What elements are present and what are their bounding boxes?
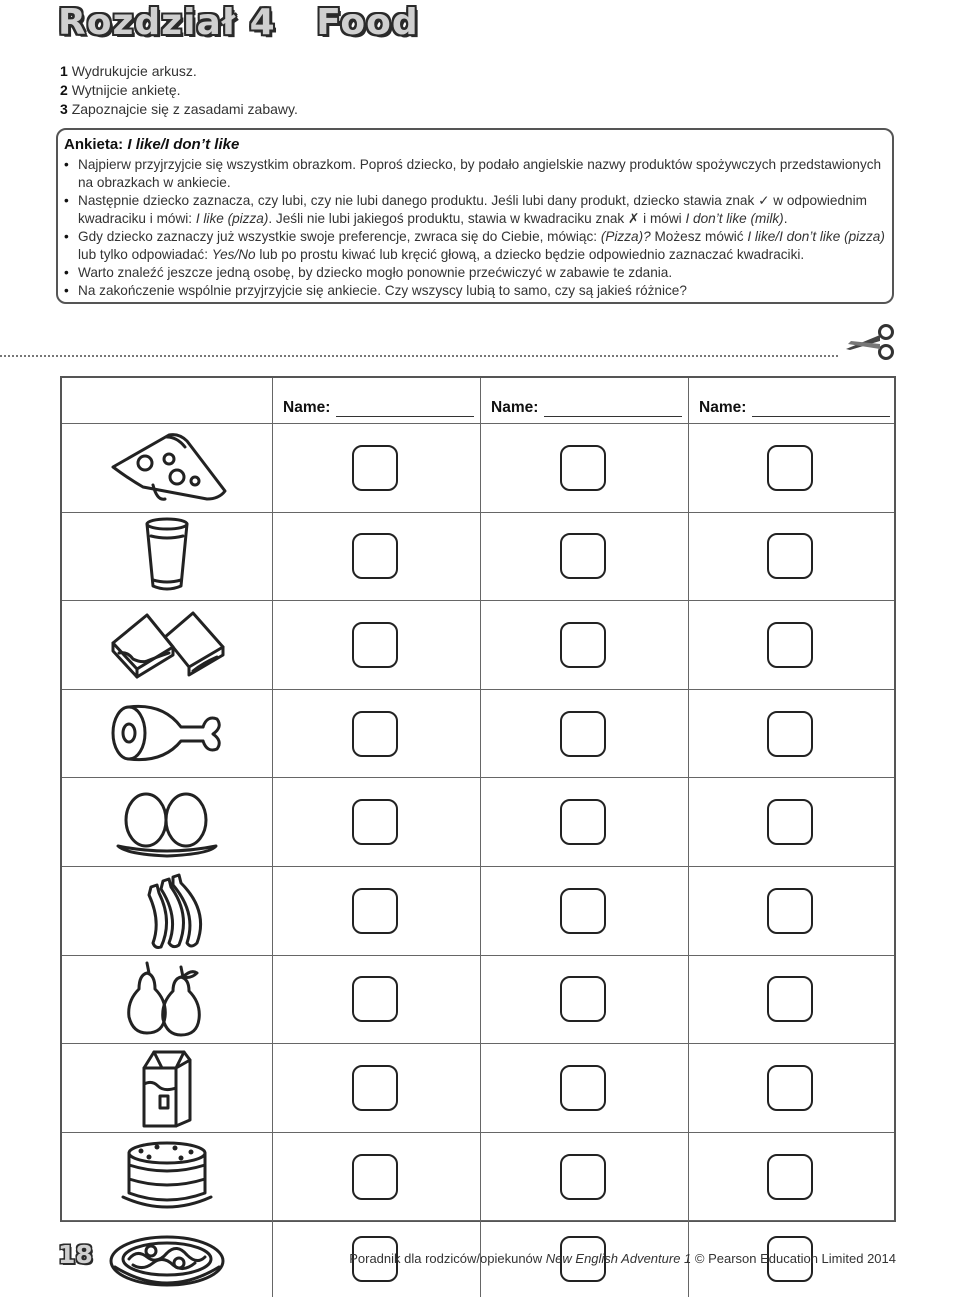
name-label: Name:: [283, 399, 331, 416]
name-write-line[interactable]: [544, 402, 682, 417]
pizza-slice-icon: [107, 429, 227, 507]
food-image-cell: [62, 690, 273, 779]
bananas-icon: [117, 871, 217, 951]
eggs-icon: [112, 784, 222, 860]
name-header-1: [273, 378, 481, 424]
tick-box[interactable]: [767, 976, 813, 1022]
tick-box[interactable]: [767, 445, 813, 491]
answer-cell: [689, 1133, 894, 1222]
answer-cell: [273, 1133, 481, 1222]
food-image-cell: [62, 601, 273, 690]
tick-box[interactable]: [352, 445, 398, 491]
food-image-cell: [62, 513, 273, 602]
milk-carton-icon: [132, 1046, 202, 1130]
answer-cell: [273, 513, 481, 602]
answer-cell: [273, 956, 481, 1045]
food-image-cell: [62, 1221, 273, 1297]
tick-box[interactable]: [352, 533, 398, 579]
answer-cell: [273, 778, 481, 867]
tick-box[interactable]: [560, 1154, 606, 1200]
tick-box[interactable]: [560, 1065, 606, 1111]
tick-box[interactable]: [352, 976, 398, 1022]
tick-box[interactable]: [767, 622, 813, 668]
name-write-line[interactable]: [752, 402, 890, 417]
tick-box[interactable]: [767, 1154, 813, 1200]
instruction-steps: [60, 62, 298, 119]
name-header-3: [689, 378, 894, 424]
food-image-cell: [62, 778, 273, 867]
answer-cell: [273, 690, 481, 779]
tick-box[interactable]: [767, 799, 813, 845]
instruction-item: • Następnie dziecko zaznacza, czy lubi, czy nie lubi danego produktu. Jeśli lubi dany produkt, dziecko stawia znak ✓ w odpowiednim kwadraciku i mówi: I like (pizza). Jeśli nie lubi jakiegoś produktu, stawia w kwadraciku znak ✗ i mówi I don’t like (milk).: [64, 192, 892, 228]
name-label: Name:: [699, 399, 747, 416]
page-number: 18: [58, 1240, 93, 1269]
answer-cell: [481, 778, 689, 867]
answer-cell: [481, 1044, 689, 1133]
answer-cell: [689, 778, 894, 867]
answer-cell: [481, 513, 689, 602]
step-3: 3 Zapoznajcie się z zasadami zabawy.: [60, 101, 298, 117]
answer-cell: [481, 1133, 689, 1222]
tick-box[interactable]: [560, 533, 606, 579]
sandwich-icon: [107, 607, 227, 683]
cross-mark-icon: ✗: [628, 211, 640, 226]
answer-cell: [689, 1044, 894, 1133]
cake-icon: [119, 1137, 215, 1217]
pears-icon: [117, 959, 217, 1039]
answer-cell: [481, 601, 689, 690]
footer-credit: Poradnik dla rodziców/opiekunów New English Adventure 1 © Pearson Education Limited 2014: [349, 1251, 896, 1266]
tick-box[interactable]: [352, 1154, 398, 1200]
answer-cell: [689, 424, 894, 513]
name-header-2: [481, 378, 689, 424]
answer-cell: [689, 601, 894, 690]
tick-box[interactable]: [560, 799, 606, 845]
food-survey-table: [60, 376, 896, 1222]
food-image-cell: [62, 1133, 273, 1222]
step-1: 1 Wydrukujcie arkusz.: [60, 63, 197, 79]
answer-cell: [481, 956, 689, 1045]
tick-box[interactable]: [767, 1065, 813, 1111]
name-label: Name:: [491, 399, 539, 416]
scissors-icon: [842, 322, 898, 362]
tick-box[interactable]: [767, 711, 813, 757]
answer-cell: [273, 1044, 481, 1133]
survey-instructions-box: [56, 128, 894, 304]
instruction-item: • Na zakończenie wspólnie przyjrzyjcie się ankiecie. Czy wszyscy lubią to samo, czy są jakieś różnice?: [64, 282, 892, 300]
food-image-cell: [62, 867, 273, 956]
glass-of-milk-icon: [137, 516, 197, 596]
answer-cell: [273, 601, 481, 690]
ham-leg-icon: [107, 697, 227, 771]
check-mark-icon: ✓: [758, 193, 770, 208]
answer-cell: [481, 424, 689, 513]
tick-box[interactable]: [560, 888, 606, 934]
answer-cell: [273, 424, 481, 513]
answer-cell: [689, 867, 894, 956]
survey-header-blank: [62, 378, 273, 424]
chapter-title: Rozdział 4 Food: [58, 2, 419, 43]
tick-box[interactable]: [352, 711, 398, 757]
answer-cell: [689, 513, 894, 602]
tick-box[interactable]: [352, 1065, 398, 1111]
tick-box[interactable]: [767, 533, 813, 579]
tick-box[interactable]: [560, 976, 606, 1022]
tick-box[interactable]: [560, 711, 606, 757]
food-image-cell: [62, 1044, 273, 1133]
tick-box[interactable]: [352, 799, 398, 845]
instructions-list: [64, 156, 892, 300]
food-image-cell: [62, 956, 273, 1045]
answer-cell: [273, 867, 481, 956]
food-image-cell: [62, 424, 273, 513]
name-write-line[interactable]: [336, 402, 474, 417]
step-2: 2 Wytnijcie ankietę.: [60, 82, 181, 98]
survey-instructions-title: Ankieta: I like/I don’t like: [64, 136, 240, 153]
tick-box[interactable]: [352, 888, 398, 934]
answer-cell: [481, 690, 689, 779]
spaghetti-icon: [107, 1221, 227, 1297]
answer-cell: [689, 690, 894, 779]
tick-box[interactable]: [560, 622, 606, 668]
tick-box[interactable]: [352, 622, 398, 668]
answer-cell: [689, 956, 894, 1045]
instruction-item: • Gdy dziecko zaznaczy już wszystkie swoje preferencje, zwraca się do Ciebie, mówiąc: (Pizza)? Możesz mówić I like/I don’t like (pizza) lub tylko odpowiadać: Yes/No lub po prostu kiwać lub kręcić głową, a dziecko będzie odpowiednio zaznaczać kwadraciki.: [64, 228, 892, 264]
instruction-item: • Warto znaleźć jeszcze jedną osobę, by dziecko mogło ponownie przećwiczyć w zabawie te zdania.: [64, 264, 892, 282]
answer-cell: [481, 867, 689, 956]
instruction-item: • Najpierw przyjrzyjcie się wszystkim obrazkom. Poproś dziecko, by podało angielskie nazwy produktów spożywczych przedstawionych na obrazkach w ankiecie.: [64, 156, 892, 192]
tick-box[interactable]: [560, 445, 606, 491]
cut-line: [0, 355, 838, 357]
tick-box[interactable]: [767, 888, 813, 934]
